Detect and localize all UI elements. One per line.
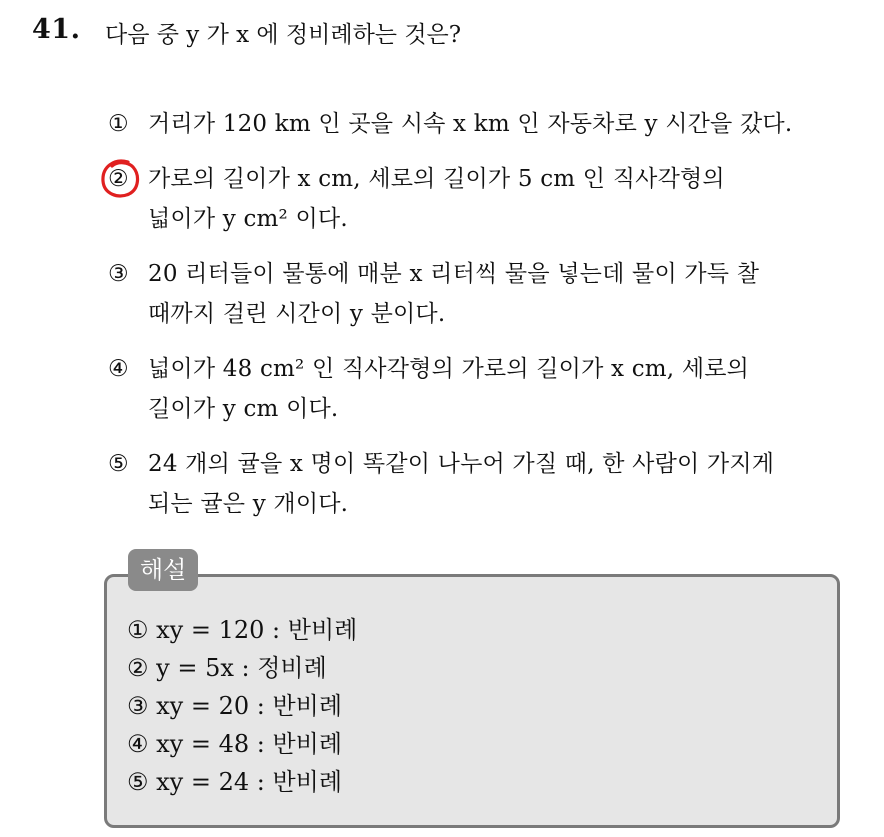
choice-1[interactable] bbox=[108, 104, 848, 144]
solution-line: ④ xy = 48 : 반비례 bbox=[127, 730, 343, 758]
solution-label: 해설 bbox=[128, 549, 198, 591]
question-number: 41. bbox=[32, 14, 81, 45]
solution-lines bbox=[127, 611, 357, 801]
choice-number: ② bbox=[108, 166, 129, 192]
choice-3[interactable] bbox=[108, 254, 848, 334]
choice-number: ④ bbox=[108, 356, 129, 382]
solution-box bbox=[104, 574, 840, 828]
solution-line: ② y = 5x : 정비례 bbox=[127, 654, 327, 682]
choice-4[interactable] bbox=[108, 349, 848, 429]
choice-text: 거리가 120 km 인 곳을 시속 x km 인 자동차로 y 시간을 갔다. bbox=[148, 111, 793, 137]
choice-text: 가로의 길이가 x cm, 세로의 길이가 5 cm 인 직사각형의 넓이가 y cm² 이다. bbox=[148, 166, 725, 232]
choice-number: ③ bbox=[108, 261, 129, 287]
choice-text: 넓이가 48 cm² 인 직사각형의 가로의 길이가 x cm, 세로의 길이가 y cm 이다. bbox=[148, 356, 750, 422]
choice-text: 24 개의 귤을 x 명이 똑같이 나누어 가질 때, 한 사람이 가지게 되는 귤은 y 개이다. bbox=[148, 451, 775, 517]
question-text: 다음 중 y 가 x 에 정비례하는 것은? bbox=[105, 22, 462, 48]
choice-list bbox=[108, 104, 848, 539]
solution-line: ③ xy = 20 : 반비례 bbox=[127, 692, 343, 720]
choice-5[interactable] bbox=[108, 444, 848, 524]
solution-line: ⑤ xy = 24 : 반비례 bbox=[127, 768, 343, 796]
choice-number: ⑤ bbox=[108, 451, 129, 477]
choice-text: 20 리터들이 물통에 매분 x 리터씩 물을 넣는데 물이 가득 찰 때까지 걸린 시간이 y 분이다. bbox=[148, 261, 760, 327]
solution-line: ① xy = 120 : 반비례 bbox=[127, 616, 358, 644]
choice-number: ① bbox=[108, 111, 129, 137]
choice-2[interactable] bbox=[108, 159, 848, 239]
